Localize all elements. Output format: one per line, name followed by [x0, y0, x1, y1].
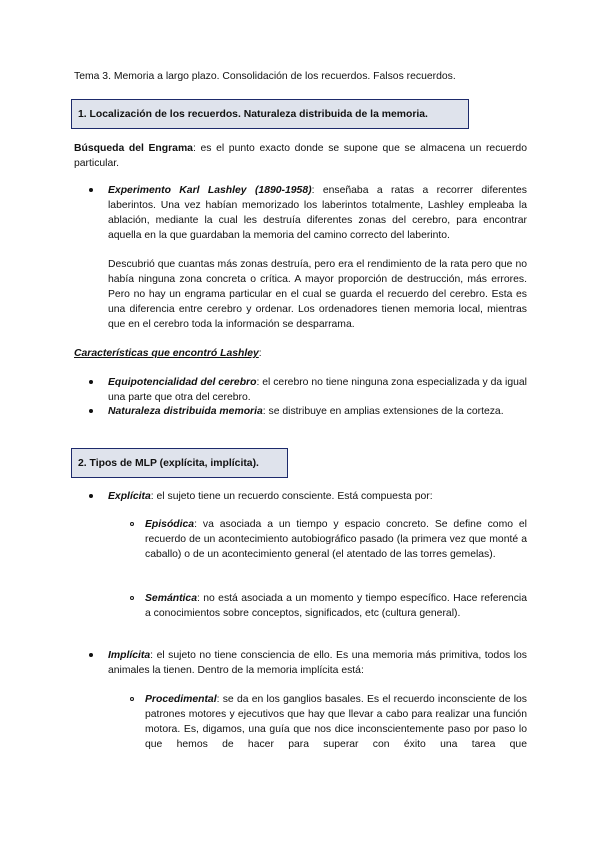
bullet-dot-icon: [86, 489, 96, 504]
episodica-paragraph: [145, 517, 527, 562]
lashley-text: : enseñaba a ratas a recorrer diferentes laberintos. Una vez habían memorizado los laberintos totalmente, Lashley empleaba la ablación, mediante la cual les destruía diferentes zonas del cerebro, para encontrar aquella en la que guardaban la memoria del camino correcto del laberinto.: [108, 185, 527, 241]
equipotencialidad-paragraph: [108, 375, 527, 405]
bullet-dot-icon: [86, 375, 96, 390]
semantica-term: Semántica: [145, 593, 197, 604]
caracteristicas-heading: [74, 346, 374, 361]
bullet-circle-icon: [127, 692, 137, 707]
section-heading-2-text: 2. Tipos de MLP (explícita, implícita).: [78, 457, 259, 469]
implicita-text: : el sujeto no tiene consciencia de ello. Es una memoria más primitiva, todos los animales la tienen. Dentro de la memoria implícita está:: [108, 650, 527, 676]
caracteristicas-heading-text: Características que encontró Lashley: [74, 348, 259, 359]
implicita-term: Implícita: [108, 650, 151, 661]
naturaleza-paragraph: [108, 404, 527, 419]
document-header: Tema 3. Memoria a largo plazo. Consolidación de los recuerdos. Falsos recuerdos.: [74, 71, 456, 82]
episodica-term: Episódica: [145, 519, 195, 530]
engrama-text: : es el punto exacto donde se supone que se almacena un recuerdo particular.: [74, 143, 527, 169]
engrama-paragraph: [74, 141, 527, 171]
equipotencialidad-text: : el cerebro no tiene ninguna zona especializada y da igual una parte que otra del cerebro.: [108, 377, 527, 403]
engrama-term: Búsqueda del Engrama: [74, 143, 193, 154]
naturaleza-term: Naturaleza distribuida memoria: [108, 406, 263, 417]
lashley-term: Experimento Karl Lashley (1890-1958): [108, 185, 312, 196]
bullet-circle-icon: [127, 591, 137, 606]
bullet-dot-icon: [86, 648, 96, 663]
semantica-text: : no está asociada a un momento y tiempo específico. Hace referencia a conocimientos sobre conceptos, significados, etc (cultura general).: [145, 593, 527, 619]
explicita-text: : el sujeto tiene un recuerdo consciente. Está compuesta por:: [150, 491, 433, 502]
bullet-circle-icon: [127, 517, 137, 532]
section-heading-2: [71, 448, 288, 478]
lashley-paragraph: [108, 183, 527, 243]
naturaleza-text: : se distribuye en amplias extensiones de la corteza.: [262, 406, 504, 417]
procedimental-term: Procedimental: [145, 694, 217, 705]
descubrio-paragraph: Descubrió que cuantas más zonas destruía, pero era el rendimiento de la rata pero que no había ninguna zona concreta o crítica. A mayor proporción de destrucción, más errores. Pero no hay un engrama particular en el cual se guarda el recuerdo del cerebro. Esta es una diferencia entre cerebro y ordenar. Los ordenadores tienen memoria local, mientras que en el cerebro toda la información se desparrama.: [108, 259, 527, 330]
semantica-paragraph: [145, 591, 527, 621]
caracteristicas-colon: :: [258, 348, 262, 359]
section-heading-1-text: 1. Localización de los recuerdos. Naturaleza distribuida de la memoria.: [78, 108, 428, 120]
bullet-dot-icon: [86, 183, 96, 198]
implicita-paragraph: [108, 648, 527, 678]
bullet-dot-icon: [86, 404, 96, 419]
equipotencialidad-term: Equipotencialidad del cerebro: [108, 377, 257, 388]
episodica-text: : va asociada a un tiempo y espacio concreto. Se define como el recuerdo de un acontecimiento autobiográfico pasado (la primera vez que monté a caballo) o de un acontecimiento general (el atentado de las torres gemelas).: [145, 519, 527, 560]
explicita-paragraph: [108, 489, 527, 504]
procedimental-paragraph: [145, 692, 527, 752]
procedimental-text: : se da en los ganglios basales. Es el recuerdo inconsciente de los patrones motores y ejecutivos que hay que llevar a cabo para realizar una función motora. Es, digamos, una guía que nos dice inconscientemente paso por paso lo que hemos de hacer para superar con éxito una tarea que: [145, 694, 527, 750]
section-heading-1: [71, 99, 469, 129]
explicita-term: Explícita: [108, 491, 151, 502]
